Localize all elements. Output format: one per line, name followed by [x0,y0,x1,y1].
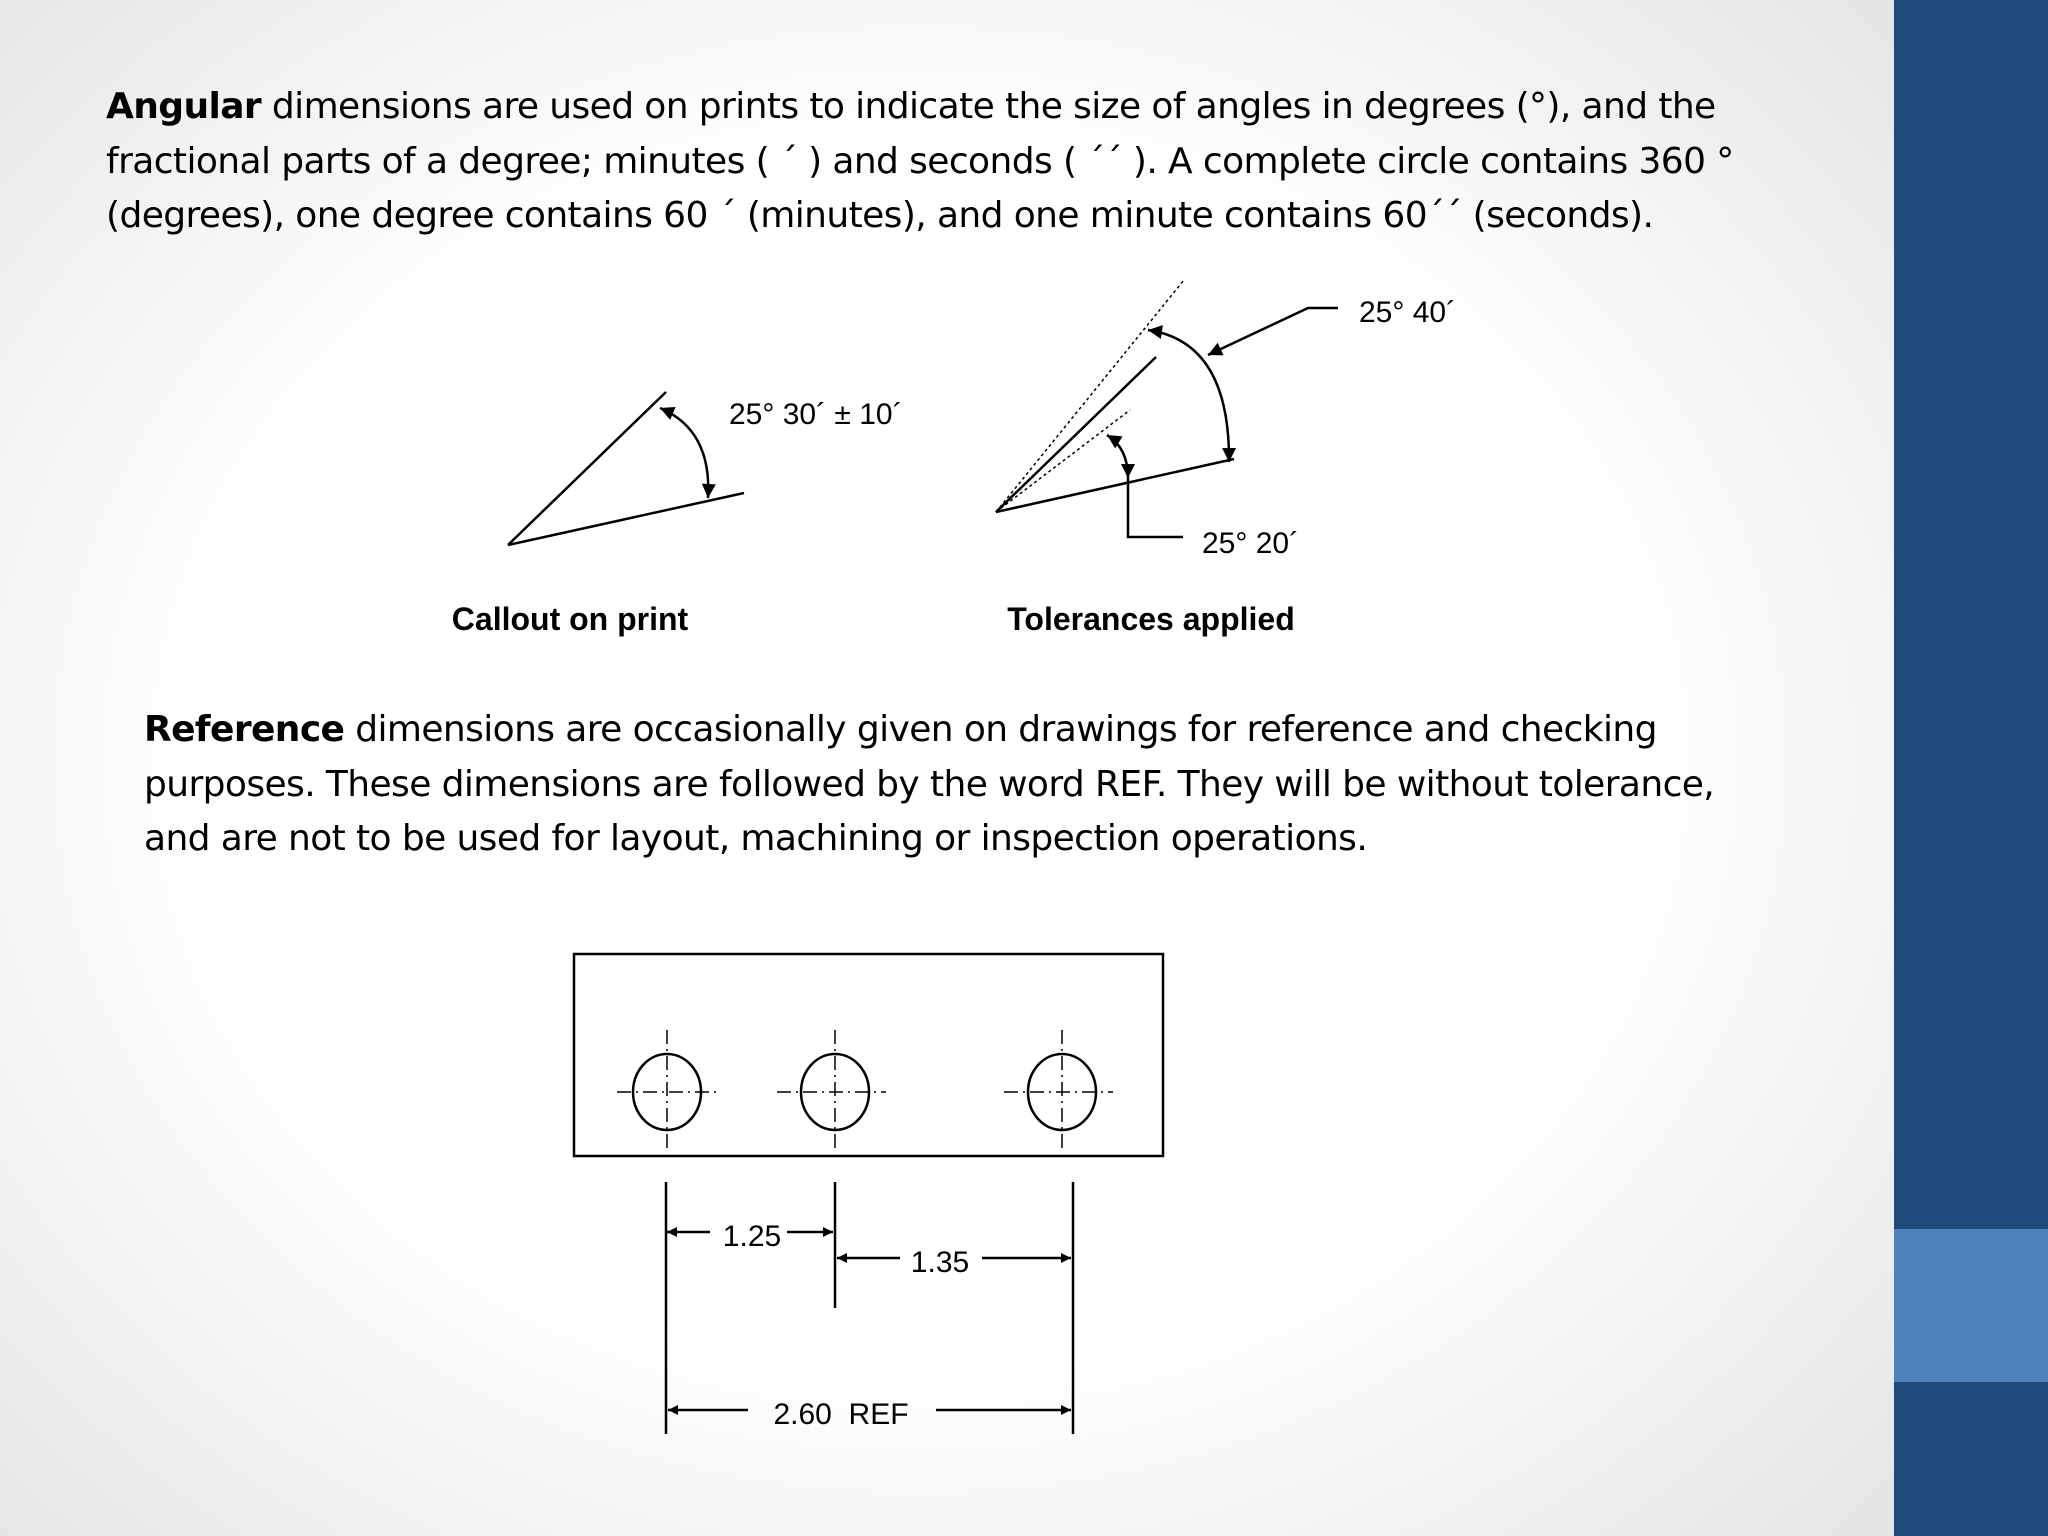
callout-angle-label: 25° 30´ ± 10´ [729,398,903,431]
callout-caption: Callout on print [451,601,689,637]
callout-angle-arc [660,408,708,498]
upper-tolerance-label: 25° 40´ [1359,296,1457,329]
callout-angle-leg-upper [508,392,666,545]
dim-1-label: 1.25 [722,1220,782,1253]
tolerance-nominal-leg [996,357,1156,512]
tolerances-caption: Tolerances applied [1007,601,1295,637]
angular-term: Angular [106,86,262,127]
upper-tolerance-leader [1208,308,1338,355]
reference-line-2: purposes. These dimensions are followed by the word REF. They will be without tolerance, [144,763,1715,805]
lower-tolerance-label: 25° 20´ [1202,527,1300,560]
dim-2-label: 1.35 [910,1246,970,1279]
tolerance-lower-arc [1107,435,1128,478]
lower-tolerance-leader [1128,478,1183,537]
sidebar-accent-block [1894,1229,2048,1382]
angular-line-1: dimensions are used on prints to indicate the size of angles in degrees (°), and the [271,86,1716,127]
reference-line-1: dimensions are occasionally given on drawings for reference and checking [355,709,1657,750]
hole-1 [617,1030,716,1150]
tolerance-angle-figure [996,280,1456,637]
hole-2 [777,1030,886,1150]
angular-line-3: (degrees), one degree contains 60 ´ (minutes), and one minute contains 60´´ (seconds). [106,195,1654,236]
angular-line-2: fractional parts of a degree; minutes ( ´ ) and seconds ( ´´ ). A complete circle contains 360 ° [106,140,1734,182]
callout-angle-figure [452,392,903,637]
callout-angle-leg-lower [508,493,744,545]
reference-plate-figure [574,954,1163,1434]
reference-line-3: and are not to be used for layout, machining or inspection operations. [144,818,1368,859]
hole-3 [1004,1030,1113,1150]
ref-dim-label: 2.60 REF [773,1398,909,1431]
reference-term: Reference [144,709,345,750]
